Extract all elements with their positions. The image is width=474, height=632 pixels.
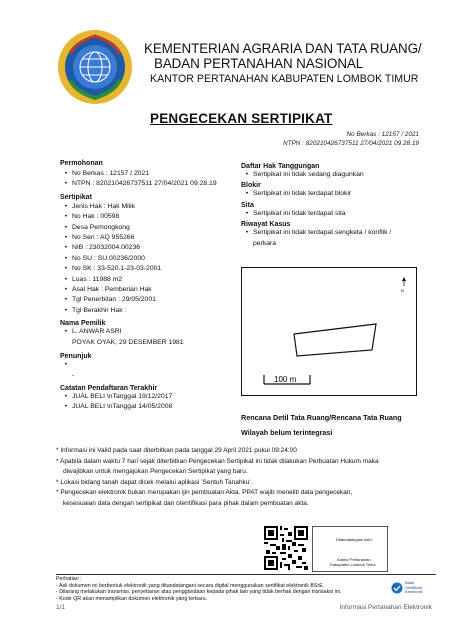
- footer-info: Informasi Pertanahan Elektronik: [339, 604, 432, 611]
- header-office: KANTOR PERTANAHAN KABUPATEN LOMBOK TIMUR: [150, 73, 419, 85]
- note-line: diwajibkan untuk mengajukan Pengecekan Sertipikat yang baru.: [63, 468, 248, 475]
- bsre-line1: Balai: [405, 580, 414, 585]
- right-column: [241, 163, 426, 249]
- scale-label: 100 m: [274, 375, 297, 384]
- owner-address: POYAK OYAK, 29 DESEMBER 1981: [72, 338, 184, 346]
- header-agency: BADAN PERTANAHAN NASIONAL: [154, 56, 364, 71]
- list-item: • No Seri : AQ 955266: [64, 234, 135, 242]
- list-item: • No Hak : 00598: [64, 213, 120, 221]
- footer-notice: [56, 576, 386, 602]
- list-item: • Sertipikat ini tidak sedang diagunkan: [245, 171, 364, 178]
- rtr-line1: Rencana Detil Tata Ruang/Rencana Tata Ruang: [241, 413, 402, 422]
- qr-code-icon: [264, 526, 308, 570]
- note-line: kesesuaian data dengan sertipikat dan otentifikasi para pihak dalam pembuatan akta.: [63, 499, 309, 507]
- pemilik-heading: Nama Pemilik: [60, 320, 106, 328]
- qr-code: [264, 526, 308, 570]
- meta-no-berkas: No Berkas : 12157 / 2021: [346, 131, 419, 138]
- sign-office-line2: Kabupaten Lombok Timur: [330, 562, 376, 567]
- note-line: * Informasi ini Valid pada saat diterbitkan pada tanggal 29 April 2021 pukul 09:24:00: [56, 447, 297, 454]
- blokir-heading: Blokir: [241, 182, 261, 190]
- list-item: • Asal Hak : Pemberian Hak: [64, 286, 152, 294]
- footer-line: - Asli dokumen ini berbentuk elektronik yang ditandatangani secara digital menggunakan sertifikat elektronik BSrE.: [56, 582, 325, 589]
- bpn-logo-icon: [56, 28, 134, 106]
- kasus-heading: Riwayat Kasus: [241, 221, 291, 229]
- bsre-logo: [391, 580, 439, 596]
- left-column: [60, 160, 235, 413]
- notes-block: [56, 446, 436, 509]
- list-item: • Luas : 11988 m2: [64, 275, 123, 283]
- permohonan-heading: Permohonan: [60, 160, 103, 167]
- north-arrow-icon: [402, 277, 406, 286]
- penunjuk-dash: -: [72, 371, 75, 379]
- scale-bar: [264, 375, 310, 384]
- list-item: •: [64, 361, 68, 369]
- list-item: • No SK : 33-520.1-23-03-2001: [64, 265, 162, 273]
- list-item: • Desa Pemongkong: [64, 223, 130, 231]
- sita-heading: Sita: [241, 201, 254, 209]
- page-title: PENGECEKAN SERTIPIKAT: [150, 111, 333, 126]
- rtr-line2: Wilayah belum terintegrasi: [241, 428, 333, 437]
- doc-meta: [219, 131, 419, 148]
- list-item: • JUAL BELI \nTanggal 14/05/2008: [64, 403, 173, 411]
- footer-line: - Dilarang melakukan transmisi, penyebaran atau penggandaan kepada pihak lain yang tidak berhak dengan transaksi ini.: [56, 589, 342, 595]
- parcel-polygon: [294, 324, 376, 356]
- bpn-logo: [56, 28, 134, 106]
- list-item: • Jenis Hak : Hak Milik: [64, 202, 136, 210]
- list-item: • No SU : SU.00236/2000: [64, 254, 145, 262]
- list-item: • Sertipikat ini tidak terdapat sengketa / konflik /: [245, 229, 392, 237]
- list-item-cont: perkara: [253, 239, 277, 247]
- meta-ntpn: NTPN : 820210426737511 27/04/2021 09.28.19: [283, 139, 419, 147]
- footer-line: - Kode QR akan menampilkan dokumen elektronik yang terbaru.: [56, 595, 208, 602]
- tanggungan-heading: Daftar Hak Tanggungan: [241, 163, 320, 170]
- note-line: * Apabila dalam waktu 7 hari sejak diterbitkan Pengecekan Sertipikat ini tidak dilakukan Perbuatan Hukum maka: [56, 457, 379, 465]
- north-label: N: [401, 288, 404, 293]
- page-number: 1/1: [56, 604, 66, 611]
- list-item: • Tgl Penerbitan : 29/05/2001: [64, 296, 156, 304]
- sertipikat-heading: Sertipikat: [60, 193, 92, 201]
- signed-by-label: Ditandatangani oleh:: [336, 537, 373, 542]
- list-item: • Sertipikat ini tidak terdapat blokir: [245, 190, 352, 198]
- footer-rule: [56, 574, 436, 575]
- sign-office-line1: Kantor Pertanahan: [337, 557, 371, 562]
- note-line: * Lokasi bidang tanah dapat dicek melalui aplikasi 'Sentuh Tanahku'.: [56, 478, 253, 486]
- penunjuk-heading: Penunjuk: [60, 353, 92, 361]
- bsre-line3: Elektronik: [405, 589, 423, 595]
- list-item: • Tgl Berakhir Hak :: [64, 306, 127, 314]
- list-item: • JUAL BELI \nTanggal 19/12/2017: [64, 392, 173, 400]
- note-line: * Pengecekan elektronik bukan merupakan ijin pembuatan Akta. PPAT wajib meneliti data pengecekan,: [56, 489, 353, 496]
- list-item: • Sertipikat ini tidak terdapat sita: [245, 209, 346, 217]
- signature-box: [312, 526, 388, 572]
- parcel-map: [241, 267, 417, 396]
- list-item: • NTPN : 820210426737511 27/04/2021 09.28.19: [64, 180, 217, 188]
- bsre-line2: Sertifikasi: [405, 584, 423, 590]
- list-item: • NIB : 23032004.00236: [64, 244, 141, 252]
- bsre-logo-icon: [391, 582, 403, 594]
- catatan-heading: Catatan Pendaftaran Terakhir: [60, 384, 158, 392]
- parcel-drawing: [242, 268, 416, 395]
- list-item: • L. ANWAR ASRI: [64, 328, 122, 336]
- perhatian-label: Perhatian :: [56, 576, 82, 582]
- list-item: • No Berkas : 12157 / 2021: [64, 170, 150, 177]
- header-ministry: KEMENTERIAN AGRARIA DAN TATA RUANG/: [144, 41, 422, 56]
